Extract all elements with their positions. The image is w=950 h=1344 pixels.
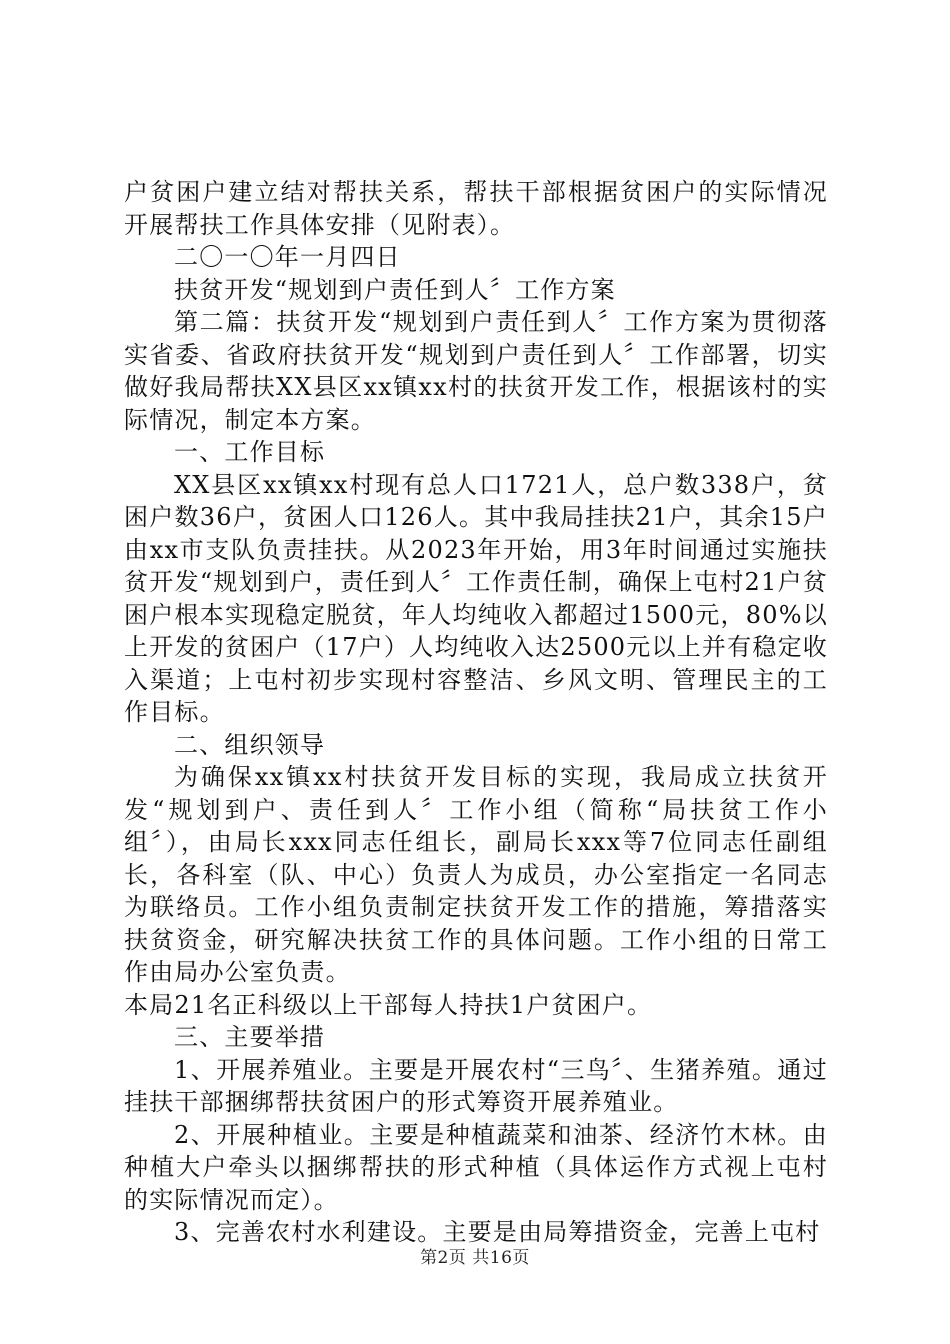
paragraph-measure-1: 1、开展养殖业。主要是开展农村“三鸟〞、生猪养殖。通过挂扶干部捆绑帮扶贫困户的形式筹资开展养殖业。 bbox=[124, 1055, 828, 1116]
section-heading-leadership: 二、组织领导 bbox=[174, 730, 326, 759]
paragraph-date: 二〇一〇年一月四日 bbox=[174, 243, 401, 271]
paragraph-chapter-two: 第二篇：扶贫开发“规划到户责任到人〞工作方案为贯彻落实省委、省政府扶贫开发“规划到户责任到人〞工作部署，切实做好我局帮扶XX县区xx镇xx村的扶贫开发工作，根据该村的实际情况，制定本方案。 bbox=[124, 308, 828, 434]
paragraph-leadership: 为确保xx镇xx村扶贫开发目标的实现，我局成立扶贫开发“规划到户、责任到人〞工作小组（简称“局扶贫工作小组〞），由局长xxx同志任组长，副局长xxx等7位同志任副组长，各科室（队、中心）负责人为成员，办公室指定一名同志为联络员。工作小组负责制定扶贫开发工作的措施，筹措落实扶贫资金，研究解决扶贫工作的具体问题。工作小组的日常工作由局办公室负责。 bbox=[124, 763, 828, 986]
paragraph-measure-3: 3、完善农村水利建设。主要是由局筹措资金，完善上屯村 bbox=[174, 1218, 821, 1246]
paragraph-1: 户贫困户建立结对帮扶关系，帮扶干部根据贫困户的实际情况开展帮扶工作具体安排（见附表）。 bbox=[124, 178, 828, 239]
paragraph-cadres: 本局21名正科级以上干部每人持扶1户贫困户。 bbox=[124, 990, 653, 1019]
paragraph-title: 扶贫开发“规划到户责任到人〞工作方案 bbox=[174, 275, 616, 304]
paragraph-measure-2: 2、开展种植业。主要是种植蔬菜和油茶、经济竹木林。由种植大户牵头以捆绑帮扶的形式种植（具体运作方式视上屯村的实际情况而定）。 bbox=[124, 1120, 828, 1214]
document-body bbox=[124, 176, 828, 1249]
paragraph-goals: XX县区xx镇xx村现有总人口1721人，总户数338户，贫困户数36户，贫困人口126人。其中我局挂扶21户，其余15户由xx市支队负责挂扶。从2023年开始，用3年时间通过实施扶贫开发“规划到户，责任到人〞工作责任制，确保上屯村21户贫困户根本实现稳定脱贫，年人均纯收入都超过1500元，80%以上开发的贫困户（17户）人均纯收入达2500元以上并有稳定收入渠道；上屯村初步实现村容整洁、乡风文明、管理民主的工作目标。 bbox=[124, 470, 828, 726]
page-number-footer: 第2页 共16页 bbox=[420, 1248, 530, 1268]
section-heading-goals: 一、工作目标 bbox=[174, 438, 326, 466]
section-heading-measures: 三、主要举措 bbox=[174, 1023, 326, 1051]
